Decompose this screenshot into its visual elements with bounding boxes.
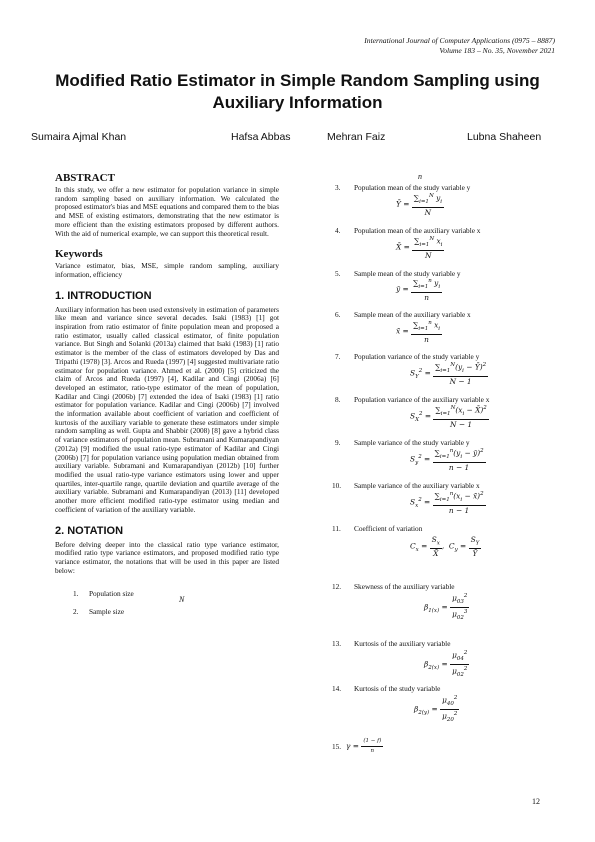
paper-title: Modified Ratio Estimator in Simple Random Sampling using Auxiliary Information xyxy=(55,71,540,112)
journal-volume: Volume 183 – No. 35, November 2021 xyxy=(439,46,555,55)
formula-sample-var-x: $S_x^2$ = $\frac{\sum_{i=1}^n(x_i - x̄)^2}{n - 1}$ xyxy=(410,491,484,515)
notation-list xyxy=(55,589,279,625)
introduction-text: Auxiliary information has been used extensively in estimation of parameters like mean and variance since several decades. Isaki (1983) [1] got inspiration from ratio estimator of finite population mean and proposed a ratio estimator, usually called classical estimator, of finite population variance. But Singh and Solanki (2013a) claimed that Isaki (1983) [1] ratio estimator is the member of the class of estimators developed by Das and Tripathi (1978) [3]. Arcos and Rueda (1997) [4] suggested multivariate ratio estimator for population variance. Ahmed et al. (2000) [5] criticized the claim of Arcos and Rueda (1997) [4], Kadilar and Cingi (2006a) [6] developed an estimator, ratio-type estimator of the mean of population, Kadilar and Cingi (2006b) [7] extended the idea of Isaki (1983) [1] ratio estimator for population variance. Kadilar and Cingi (2006b) [7] involved the information available about coefficient of variation and coefficient of kurtosis of the auxiliary variable to generate these estimators under simple random sampling as well. Gupta and Shabbir (2008) [8] gave a hybrid class of variance estimators of population mean. Subramani and Kumarapandiyan (2012a) [9] modified the usual ratio-type estimator of Kadilar and Cingi (2006b) [7] for population variance using population median obtained from auxiliary variable. Subramani and Kumarapandiyan (2012b) [10] further modified the usual ratio-type variance estimators using lower and upper quartiles, inter-quartile range, quartile deviation and quartile average of the auxiliary variable. Subramani and Kumarapandiyan (2013) [11] developed another more efficient modified ratio-type estimator using median and coefficient of variation of the auxiliary variable. xyxy=(55,304,279,514)
page-number: 12 xyxy=(532,797,540,806)
left-column xyxy=(55,172,279,625)
author-3: Mehran Faiz xyxy=(327,131,386,143)
formula-pop-var-y: $S_Y^2$ = $\frac{\sum_{i=1}^N(y_i - Ȳ)^2}{N - 1}$ xyxy=(410,362,487,386)
journal-header xyxy=(364,36,555,56)
formula-pop-mean-y: Ȳ = $\frac{\sum_{i=1}^N y_i}{N}$ xyxy=(396,193,443,217)
formula-pop-mean-x: X̄ = $\frac{\sum_{i=1}^N x_i}{N}$ xyxy=(396,236,443,260)
symbol-N: N xyxy=(179,595,185,605)
abstract-text: In this study, we offer a new estimator for population variance in simple random sampling based on auxiliary information. We calculated the proposed estimator's bias and MSE equations and compared them to the bias and MSE of existing estimators, demonstrating that the new estimator is more efficient than the existing estimators proposed by different authors. With the aid of numerical example, we can support this theoretical result. xyxy=(55,185,279,238)
journal-name: International Journal of Computer Applications (0975 – 8887) xyxy=(364,36,555,45)
list-item: 2. Sample size xyxy=(73,607,125,617)
formula-sample-mean-y: ȳ = $\frac{\sum_{i=1}^n y_i}{n}$ xyxy=(396,278,441,302)
keywords-heading: Keywords xyxy=(55,248,103,261)
abstract-heading: ABSTRACT xyxy=(55,172,115,184)
symbol-n: n xyxy=(418,172,422,181)
author-2: Hafsa Abbas xyxy=(231,131,291,143)
formula-pop-var-x: $S_X^2$ = $\frac{\sum_{i=1}^N(x_i - X̄)^2}{N - 1}$ xyxy=(410,405,487,429)
formula-skewness: $\beta_{1(x)}$ = $\frac{\mu_{03}^2}{\mu_{02}^3}$ xyxy=(424,593,468,621)
notation-text: Before delving deeper into the classical ratio type variance estimator, modified ratio type variance estimators, and proposed modified ratio type variance estimator, the notations that will be used in this paper are listed below: xyxy=(55,539,279,575)
formula-kurtosis-x: $\beta_{2(x)}$ = $\frac{\mu_{04}^2}{\mu_{02}^2}$ xyxy=(424,650,468,678)
formula-gamma: γ = $\frac{(1 - f)}{n}$ xyxy=(346,738,382,754)
formula-sample-var-y: $S_y^2$ = $\frac{\sum_{i=1}^n(y_i - ȳ)^2}{n - 1}$ xyxy=(410,448,484,472)
formula-kurtosis-y: $\beta_{2(y)}$ = $\frac{\mu_{40}^2}{\mu_{20}^2}$ xyxy=(414,695,458,723)
keywords-text: Variance estimator, bias, MSE, simple random sampling, auxiliary information, efficiency xyxy=(55,261,279,279)
formula-sample-mean-x: x̄ = $\frac{\sum_{i=1}^n x_i}{n}$ xyxy=(396,320,441,344)
list-item: 1. Population size N xyxy=(73,589,185,605)
formula-coef-variation: $C_x$ = $\frac{S_x}{X̄}$ , $C_y$ = $\frac{S_Y}{Ȳ}$ xyxy=(410,535,480,559)
author-1: Sumaira Ajmal Khan xyxy=(31,131,127,143)
notation-heading: 2. NOTATION xyxy=(55,524,124,537)
introduction-heading: 1. INTRODUCTION xyxy=(55,289,152,302)
author-4: Lubna Shaheen xyxy=(467,131,542,143)
